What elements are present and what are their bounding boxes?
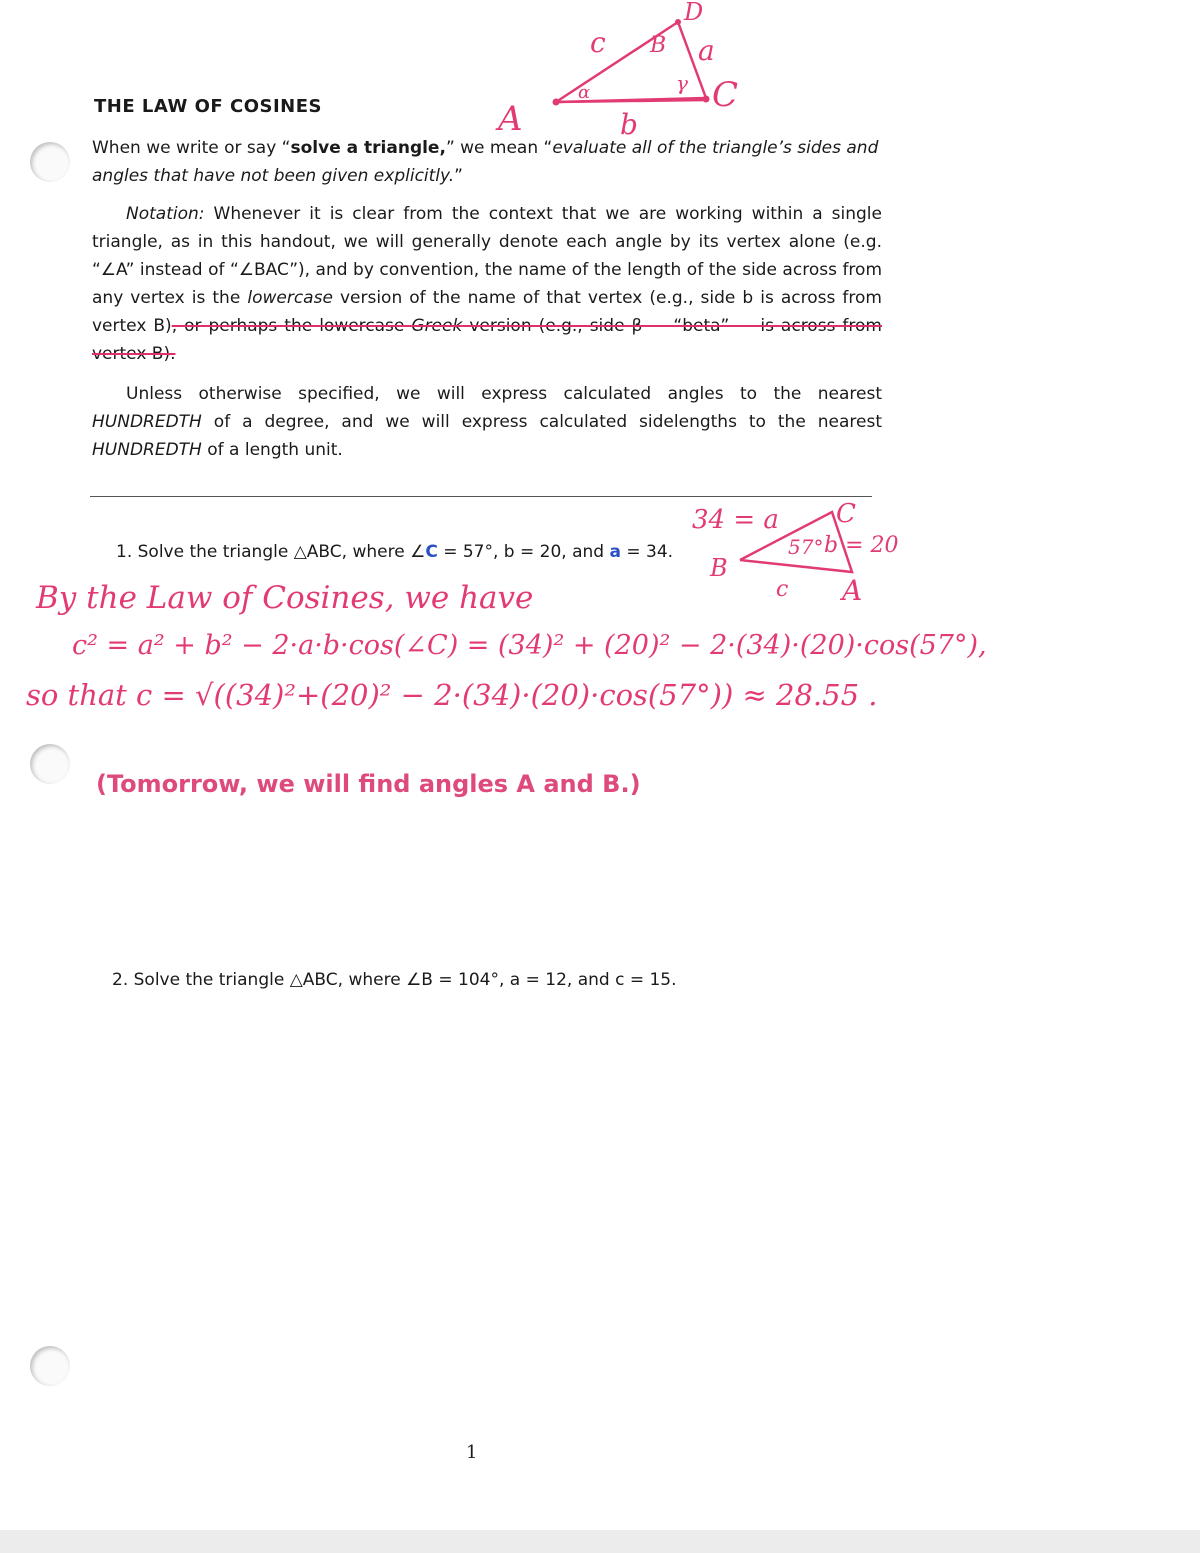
precision-text-b: of a degree, and we will express calculated sidelengths to the nearest bbox=[201, 412, 882, 432]
label-side-c-2: c bbox=[776, 577, 789, 602]
problem-1-angle-letter: C bbox=[425, 542, 438, 562]
problem-1 bbox=[116, 542, 673, 562]
label-vertex-D: D bbox=[684, 0, 704, 26]
label-vertex-B-2: B bbox=[710, 554, 728, 582]
handwritten-line-2: c² = a² + b² − 2·a·b·cos(∠C) = (34)² + (20)² − 2·(34)·(20)·cos(57°), bbox=[72, 630, 987, 661]
notation-text-b: version of the name of that vertex (e.g., side b is across from vertex B) bbox=[92, 288, 882, 336]
notation-label: Notation: bbox=[126, 204, 205, 224]
page-number: 1 bbox=[466, 1442, 478, 1463]
notation-text-a: Whenever it is clear from the context that we are working within a single triangle, as in this handout, we will generally denote each angle by its vertex alone (e.g. “∠A” instead of “∠BAC”), and by convention, the name of the length of the side across from any vertex is the bbox=[92, 204, 882, 308]
precision-text-c: of a length unit. bbox=[201, 440, 343, 460]
precision-paragraph bbox=[92, 380, 882, 464]
binder-hole-middle bbox=[30, 744, 70, 784]
intro-mid: ” we mean “ bbox=[445, 138, 553, 158]
handwritten-line-3: so that c = √((34)²+(20)² − 2·(34)·(20)·cos(57°)) ≈ 28.55 . bbox=[26, 678, 878, 712]
intro-italic-phrase: evaluate all of the triangle’s sides and angles that have not been given explicitly. bbox=[92, 138, 879, 186]
notation-struck-a: , or perhaps the lowercase bbox=[171, 316, 412, 336]
precision-hundredth-2: HUNDREDTH bbox=[92, 440, 202, 460]
scan-edge bbox=[0, 1530, 1200, 1553]
problem-1-suffix: = 34. bbox=[620, 542, 674, 562]
intro-close: ” bbox=[454, 166, 463, 186]
notation-paragraph bbox=[92, 200, 882, 368]
label-vertex-A: A bbox=[498, 99, 523, 139]
notation-lowercase: lowercase bbox=[247, 288, 333, 308]
binder-hole-bottom bbox=[30, 1346, 70, 1386]
label-vertex-C: C bbox=[712, 75, 739, 115]
problem-2: 2. Solve the triangle △ABC, where ∠B = 104°, a = 12, and c = 15. bbox=[112, 970, 677, 990]
notation-struck-greek: Greek bbox=[411, 316, 463, 336]
label-side-b-value: b = 20 bbox=[824, 533, 899, 558]
label-gamma: γ bbox=[676, 71, 688, 95]
intro-lead: When we write or say “ bbox=[92, 138, 291, 158]
tomorrow-note: (Tomorrow, we will find angles A and B.) bbox=[96, 770, 641, 798]
problem-1-mid: = 57°, b = 20, and bbox=[437, 542, 610, 562]
label-angle-57: 57° bbox=[788, 535, 824, 559]
notation-struck-b: version (e.g., side β — “beta” — is across from vertex B). bbox=[92, 316, 882, 364]
label-side-a-value: 34 = a bbox=[692, 505, 779, 535]
handwritten-line-1: By the Law of Cosines, we have bbox=[36, 580, 534, 616]
label-side-b: b bbox=[620, 108, 638, 140]
precision-text-a: Unless otherwise specified, we will express calculated angles to the nearest bbox=[126, 384, 882, 404]
page-title: THE LAW OF COSINES bbox=[94, 96, 322, 117]
precision-hundredth-1: HUNDREDTH bbox=[92, 412, 202, 432]
problem-1-side-letter: a bbox=[609, 542, 621, 562]
problem-1-prefix: 1. Solve the triangle △ABC, where ∠ bbox=[116, 542, 426, 562]
label-vertex-A-2: A bbox=[842, 574, 863, 606]
label-side-c: c bbox=[590, 26, 606, 59]
label-side-a: a bbox=[698, 34, 715, 67]
label-alpha: α bbox=[578, 82, 591, 103]
intro-paragraph bbox=[92, 134, 882, 190]
handdrawn-triangle-top bbox=[480, 0, 760, 140]
binder-hole-top bbox=[30, 142, 70, 182]
label-vertex-C-2: C bbox=[836, 499, 856, 529]
intro-bold-phrase: solve a triangle, bbox=[290, 138, 446, 158]
handdrawn-triangle-problem-1 bbox=[680, 496, 920, 606]
label-vertex-B: B bbox=[650, 33, 667, 58]
